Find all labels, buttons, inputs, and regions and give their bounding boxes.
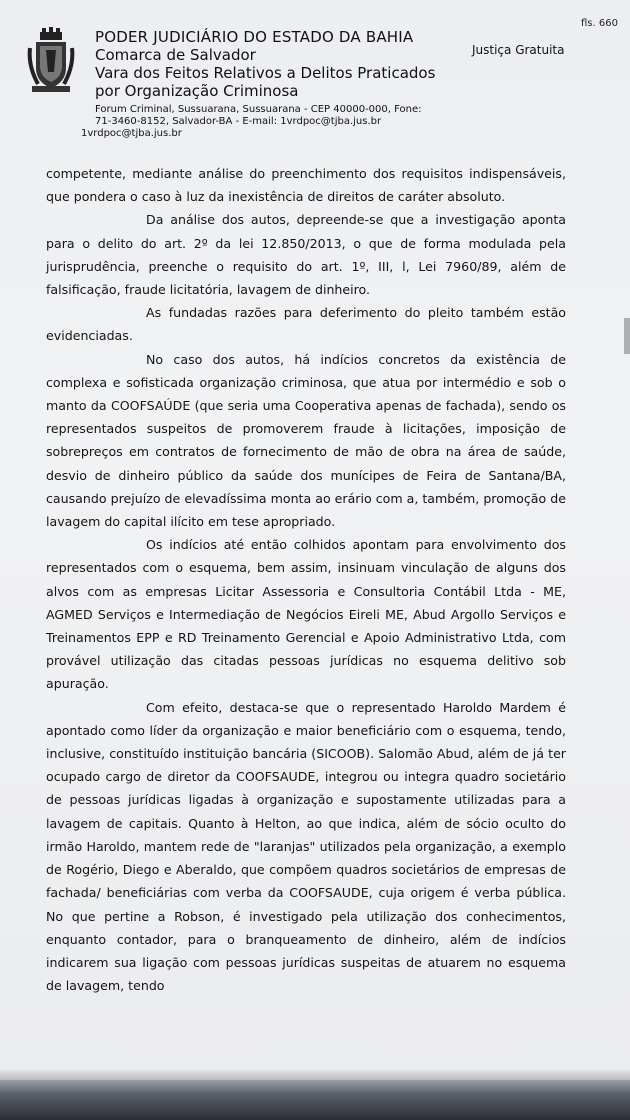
court-header <box>81 28 436 140</box>
paragraph: As fundadas razões para deferimento do pleito também estão evidenciadas. <box>46 305 566 344</box>
desk-background <box>0 1080 630 1120</box>
court-email: 1vrdpoc@tjba.jus.br <box>81 128 182 139</box>
court-name: PODER JUDICIÁRIO DO ESTADO DA BAHIA <box>95 28 414 46</box>
paragraph: Com efeito, destaca-se que o representado Haroldo Mardem é apontado como líder da organização e maior beneficiário com o esquema, tendo, inclusive, constituído instituição bancária (SICOOB). Salomão Abud, além de já ter ocupado cargo de diretor da COOFSAUDE, integrou ou integra quadro societário de pessoas jurídicas ligadas à organização e supostamente utilizadas para a lavagem de capitais. Quanto à Helton, ao que indica, além de sócio oculto do irmão Haroldo, mantem rede de "laranjas" utilizados pela organização, a exemplo de Rogério, Diego e Aberaldo, que compõem quadros societários de empresas de fachada/ beneficiárias com verba da COOFSAUDE, cuja origem é verba pública. No que pertine a Robson, é investigado pela utilização dos conhecimentos, enquanto contador, para o branqueamento de dinheiro, além de indícios indicarem sua ligação com pessoas jurídicas suspeitas de atuarem no esquema de lavagem, tendo <box>46 699 566 994</box>
paragraph: Os indícios até então colhidos apontam para envolvimento dos representados com o esquema, bem assim, insinuam vinculação de alguns dos alvos com as empresas Licitar Assessoria e Consultoria Contábil Ltda - ME, AGMED Serviços e Intermediação de Negócios Eireli ME, Abud Argollo Serviços e Treinamentos EPP e RD Treinamento Gerencial e Apoio Administrativo Ltda, com provável utilização das citadas pessoas jurídicas no esquema delitivo sob apuração. <box>46 537 566 692</box>
page-number: fls. 660 <box>581 18 618 29</box>
court-division-line1: Vara dos Feitos Relativos a Delitos Praticados <box>95 64 436 82</box>
paragraph: competente, mediante análise do preenchimento dos requisitos indispensáveis, que pondera o caso à luz da inexistência de direitos de caráter absoluto. <box>46 166 566 205</box>
court-division-line2: por Organização Criminosa <box>95 82 299 100</box>
page-edge-shadow <box>624 318 630 354</box>
document-body <box>46 162 566 997</box>
page-bottom-edge <box>0 1070 630 1080</box>
court-address-line2: 71-3460-8152, Salvador-BA - E-mail: 1vrdpoc@tjba.jus.br <box>95 116 382 127</box>
district-name: Comarca de Salvador <box>95 46 256 64</box>
paragraph: No caso dos autos, há indícios concretos da existência de complexa e sofisticada organização criminosa, que atua por intermédio e sob o manto da COOFSAÚDE (que seria uma Cooperativa apenas de fachada), sendo os representados suspeitos de promoverem fraude à licitações, imposição de sobrepreços em contratos de fornecimento de mão de obra na área de saúde, desvio de dinheiro público da saúde dos munícipes de Feira de Santana/BA, causando prejuízo de elevadíssima monta ao erário com a, também, promoção de lavagem do capital ilícito em tese apropriado. <box>46 351 566 530</box>
paragraph: Da análise dos autos, depreende-se que a investigação aponta para o delito do art. 2º da lei 12.850/2013, o que de forma modulada pela jurisprudência, preenche o requisito do art. 1º, III, l, Lei 7960/89, além de falsificação, fraude licitatória, lavagem de dinheiro. <box>46 212 566 298</box>
bahia-coat-of-arms-icon <box>26 26 76 96</box>
free-justice-badge: Justiça Gratuita <box>472 43 565 57</box>
court-address-line1: Forum Criminal, Sussuarana, Sussuarana - CEP 40000-000, Fone: <box>95 104 422 115</box>
